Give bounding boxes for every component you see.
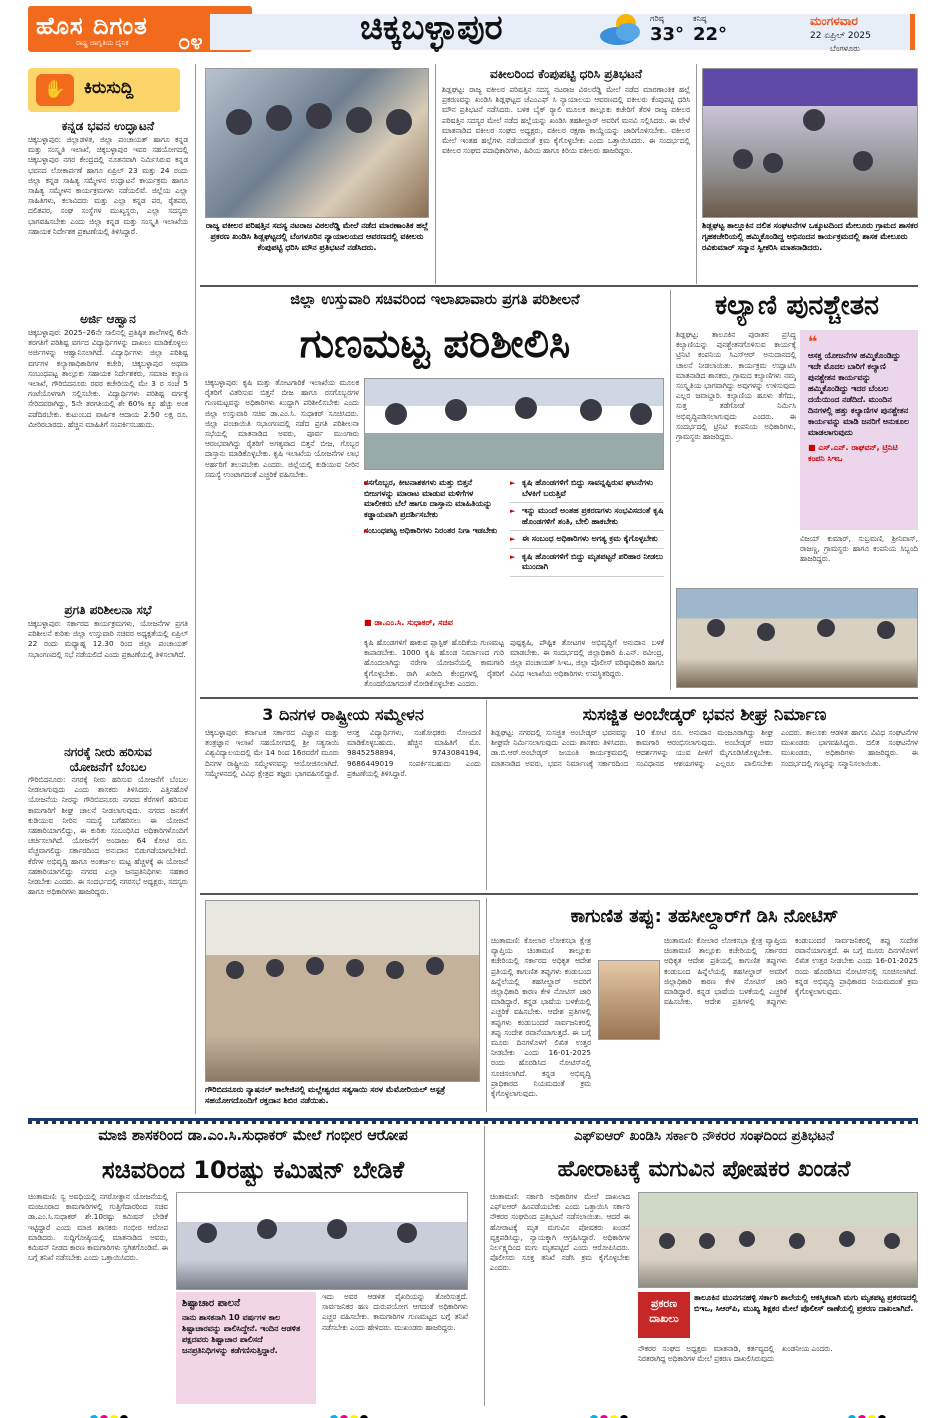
color-registration-marks (848, 1408, 888, 1418)
article-headline: 3 ದಿನಗಳ ರಾಷ್ಟ್ರೀಯ ಸಮ್ಮೇಳನ (262, 705, 424, 724)
photo-caption: ಗೌರಿಬಿದನೂರು ನ್ಯಾಷನಲ್ ಕಾಲೇಜಿನಲ್ಲಿ ಮಲ್ಲೇಶ್ವರದ ಸತ್ಯಸಾಯಿ ಸರಳ ಮೆಮೋರಿಯಲ್ ಆಸ್ಪತ್ರೆ ಸಹಯೋಗದೊಂದಿಗೆ ರಕ್ತದಾನ ಶಿಬಿರ ನಡೆಯಿತು. (205, 1084, 480, 1110)
fir-kicker: ಎಫ್ಐಆರ್ ಖಂಡಿಸಿ ಸರ್ಕಾರಿ ನೌಕರರ ಸಂಘದಿಂದ ಪ್ರತಿಭಟನೆ (573, 1128, 835, 1144)
minister-signature: ■ ಡಾ.ಎಂ.ಸಿ. ಸುಧಾಕರ್, ಸಚಿವ (364, 618, 453, 627)
brief-heading: ಅರ್ಜಿ ಆಹ್ವಾನ (80, 312, 136, 326)
brief-text: ಗೌರಿಬಿದನೂರು: ನಗರಕ್ಕೆ ನೀರು ಹರಿಸುವ ಯೋಜನೆಗೆ ಬೆಂಬಲ ನೀಡಲಾಗುವುದು ಎಂದು ಶಾಸಕರು ತಿಳಿಸಿದರು. ಎತ್ತಿನಹೊಳೆ ಯೋಜನೆಯ ನೀರನ್ನು ಗೌರಿಬಿದನೂರು ನಗರದ ಕೆರೆಗಳಿಗೆ ಹರಿಸುವ ಕಾಮಗಾರಿಗೆ ಶೀಘ್ರ ಚಾಲನೆ ನೀಡಲಾಗುವುದು. ನಗರದ ಜನತೆಗೆ ಕುಡಿಯುವ ನೀರಿನ ಸಮಸ್ಯೆ ಬಗೆಹರಿಸಲು ಈ ಯೋಜನೆ ಸಹಕಾರಿಯಾಗಲಿದ್ದು, ಈ ಕುರಿತು ಸಂಬಂಧಿಸಿದ ಅಧಿಕಾರಿಗಳೊಂದಿಗೆ ಚರ್ಚಿಸಲಾಗಿದೆ. ಯೋಜನೆಗೆ ಅಂದಾಜು 64 ಕೋಟಿ ರೂ. ವೆಚ್ಚವಾಗಲಿದ್ದು ಸರ್ಕಾರದಿಂದ ಅನುದಾನ ಬಿಡುಗಡೆಯಾಗಬೇಕಿದೆ. ಕೆರೆಗಳ ಅಭಿವೃದ್ಧಿ ಹಾಗೂ ಅಂತರ್ಜಲ ಮಟ್ಟ ಹೆಚ್ಚಳಕ್ಕೆ ಈ ಯೋಜನೆ ಸಹಕಾರಿಯಾಗಲಿದ್ದು ನಗರದ ಎಲ್ಲಾ ಜನಪ್ರತಿನಿಧಿಗಳು ಸಹಕಾರ ನೀಡಬೇಕು ಎಂದರು. ಈ ಸಂದರ್ಭದಲ್ಲಿ ನಗರಸಭೆ ಅಧ್ಯಕ್ಷರು, ಸದಸ್ಯರು ಹಾಗೂ ಅಧಿಕಾರಿಗಳು ಹಾಜರಿದ್ದರು. (28, 775, 188, 897)
photo-caption: ಶಿಡ್ಲಘಟ್ಟ ತಾಲ್ಲೂಕಿನ ದಲಿತ ಸಂಘಟನೆಗಳ ಒಕ್ಕೂಟದಿಂದ ಮೇಲೂರು ಗ್ರಾಮದ ಶಾಸಕರ ಗೃಹಕಚೇರಿಯಲ್ಲಿ ಹಮ್ಮಿಕೊಂಡಿದ್ದ ಅಭಿನಂದನ ಕಾರ್ಯಕ್ರಮದಲ್ಲಿ ಶಾಸಕ ಮೇಲೂರು ರವಿಕುಮಾರ್ ಸನ್ಮಾನ ಸ್ವೀಕರಿಸಿ ಮಾತನಾಡಿದರು. (702, 220, 918, 270)
article-text: ಇದು ಅವರ ಆಡಳಿತ ವೈಖರಿಯನ್ನು ತೋರಿಸುತ್ತದೆ. ಸಾರ್ವಜನಿಕರ ಹಣ ದುರುಪಯೋಗ ಆಗದಂತೆ ಅಧಿಕಾರಿಗಳು ಎಚ್ಚರ ವಹಿಸಬೇಕು. ಕಾಮಗಾರಿಗಳ ಗುಣಮಟ್ಟದ ಬಗ್ಗೆ ತನಿಖೆ ನಡೆಸಬೇಕು ಎಂದು ಹೇಳಿದರು. ಮುಖಂಡರು ಹಾಜರಿದ್ದರು. (322, 1292, 468, 1332)
box-heading: ಶಿಷ್ಟಾಚಾರ ಪಾಲನೆ (182, 1298, 241, 1309)
lead-text: ಕೃಷಿ ಹೊಂಡಗಳಿಗೆ ಹಾಕುವ ಪ್ಲಾಸ್ಟಿಕ್ ಹೊದಿಕೆಯ ಗುಣಮಟ್ಟ ಕಾಪಾಡಬೇಕು. 1000 ಕೃಷಿ ಹೊಂಡ ನಿರ್ಮಾಣದ ಗುರಿ ಹೊಂದಲಾಗಿದ್ದು ನರೇಗಾ ಯೋಜನೆಯಲ್ಲಿ ಕಾಮಗಾರಿ ಕೈಗೊಳ್ಳಬೇಕು. ರಾಗಿ ಖರೀದಿ ಕೇಂದ್ರಗಳಲ್ಲಿ ರೈತರಿಗೆ ತೊಂದರೆಯಾಗದಂತೆ ನೋಡಿಕೊಳ್ಳಬೇಕು ಎಂದರು. (364, 638, 504, 688)
protocol-box (176, 1292, 316, 1404)
weekday: ಮಂಗಳವಾರ (810, 14, 859, 28)
kalyani-quote (800, 330, 918, 530)
edition-city: ಚಿಕ್ಕಬಳ್ಳಾಪುರ (360, 8, 503, 48)
color-registration-marks (590, 1408, 630, 1418)
commission-kicker: ಮಾಜಿ ಶಾಸಕರಿಂದ ಡಾ.ಎಂ.ಸಿ.ಸುಧಾಕರ್ ಮೇಲೆ ಗಂಭೀರ ಆರೋಪ (98, 1128, 408, 1144)
bullet-item: ► ಕೃಷಿ ಹೊಂಡಗಳಿಗೆ ಬಿದ್ದು ಮೃತಪಟ್ಟರೆ ಪರಿಹಾರ ನೀಡಲು ಮುಂದಾಗಿ (510, 549, 664, 577)
min-temp-block: ಕನಿಷ್ಠ 22° (693, 14, 728, 45)
brief-heading: ಪ್ರಗತಿ ಪರಿಶೀಲನಾ ಸಭೆ (64, 603, 152, 617)
weather-icon (596, 10, 648, 48)
fir-headline: ಹೋರಾಟಕ್ಕೆ ಮಗುವಿನ ಪೋಷಕರ ಖಂಡನೆ (557, 1157, 851, 1182)
kalyani-headline: ಕಲ್ಯಾಣಿ ಪುನಶ್ಚೇತನ (714, 290, 880, 321)
date: 22 ಏಪ್ರಿಲ್ 2025 (810, 31, 871, 41)
page-number: ೦೪ (178, 30, 203, 55)
commission-headline: ಸಚಿವರಿಂದ 10ರಷ್ಟು ಕಮಿಷನ್ ಬೇಡಿಕೆ (101, 1156, 405, 1184)
bullet-item: ► ಈ ಸಂಬಂಧ ಅಧಿಕಾರಿಗಳು ಅಗತ್ಯ ಕ್ರಮ ಕೈಗೊಳ್ಳಬೇಕು (510, 531, 664, 549)
max-temp-block: ಗರಿಷ್ಠ 33° (650, 14, 685, 45)
tagline: ರಾಷ್ಟ್ರ ಜಾಗೃತಿಯ ದೈನಿಕ (76, 39, 129, 47)
bullet-item: ► ಇನ್ನು ಮುಂದೆ ಅಂತಹ ಪ್ರಕರಣಗಳು ಸಂಭವಿಸದಂತೆ ಕೃಷಿ ಹೊಂಡಗಳಿಗೆ ತಂತಿ, ಬೇಲಿ ಹಾಕಬೇಕು (510, 503, 664, 531)
article-headline: ಸುಸಜ್ಜಿತ ಅಂಬೇಡ್ಕರ್ ಭವನ ಶೀಘ್ರ ನಿರ್ಮಾಣ (582, 705, 827, 725)
kalyani-text: ಶಿಡ್ಲಘಟ್ಟ: ತಾಲೂಕಿನ ಪುರಾತನ ಪ್ರಸಿದ್ಧ ಕಲ್ಯಾಣಿಯನ್ನು ಪುನಶ್ಚೇತನಗೊಳಿಸುವ ಕಾರ್ಯಕ್ಕೆ ಟ್ರಿನಿಟಿ ಕಂಪನಿಯ ಸಿಎಸ್ಆರ್ ಅನುದಾನದಲ್ಲಿ ಚಾಲನೆ ನೀಡಲಾಯಿತು. ಕಾರ್ಯಕ್ರಮ ಉದ್ಘಾಟಿಸಿ ಮಾತನಾಡಿದ ಶಾಸಕರು, ಗ್ರಾಮದ ಕಲ್ಯಾಣಿಗಳು ನಮ್ಮ ಸಂಸ್ಕೃತಿಯ ಭಾಗವಾಗಿದ್ದು ಅವುಗಳನ್ನು ಉಳಿಸುವುದು ಎಲ್ಲರ ಜವಾಬ್ದಾರಿ. ಕಲ್ಯಾಣಿಯ ಹೂಳು ತೆಗೆದು, ಸುತ್ತ ತಡೆಗೋಡೆ ನಿರ್ಮಿಸಿ ಅಭಿವೃದ್ಧಿಪಡಿಸಲಾಗುವುದು ಎಂದರು. ಈ ಸಂದರ್ಭದಲ್ಲಿ ಟ್ರಿನಿಟಿ ಕಂಪನಿಯ ಅಧಿಕಾರಿಗಳು, ಗ್ರಾಮಸ್ಥರು ಹಾಜರಿದ್ದರು. (676, 330, 796, 442)
color-registration-marks (90, 1408, 130, 1418)
article-text: ಶಿಡ್ಲಘಟ್ಟ: ರಾಜ್ಯ ವಕೀಲರ ಪರಿಷತ್ತಿನ ಸದಸ್ಯ ನಟರಾಜ ವಿಠಲರೆಡ್ಡಿ ಮೇಲೆ ನಡೆದ ಮಾರಣಾಂತಿಕ ಹಲ್ಲೆ ಪ್ರಕರಣವನ್ನು ಖಂಡಿಸಿ ಶಿಡ್ಲಘಟ್ಟದ ಜೆಎಂಎಫ್ ಸಿ ನ್ಯಾಯಾಲಯ ಆವರಣದಲ್ಲಿ ವಕೀಲರು ಕೆಂಪುಪಟ್ಟಿ ಧರಿಸಿ ಮೌನ ಪ್ರತಿಭಟನೆ ನಡೆಸಿದರು. ಬಳಿಕ ಬೈಕ್ ರ್‍ಯಾಲಿ ಮೂಲಕ ತಾಲ್ಲೂಕು ಕಚೇರಿಗೆ ತೆರಳಿ ರಾಜ್ಯ ವಕೀಲರ ಪರಿಷತ್ತಿನ ಸದಸ್ಯರ ಮೇಲೆ ನಡೆದ ಹಲ್ಲೆಯನ್ನು ಖಂಡಿಸಿ ತಹಶೀಲ್ದಾರ್ ಅವರಿಗೆ ಮನವಿ ಸಲ್ಲಿಸಿದರು. ಈ ವೇಳೆ ಮಾತನಾಡಿದ ವಕೀಲರ ಸಂಘದ ಅಧ್ಯಕ್ಷರು, ವಕೀಲರ ರಕ್ಷಣಾ ಕಾಯ್ದೆಯನ್ನು ಜಾರಿಗೊಳಿಸಬೇಕು. ವಕೀಲರ ಮೇಲೆ ಇಂತಹ ಹಲ್ಲೆಗಳು ನಡೆಯದಂತೆ ಕ್ರಮ ಕೈಗೊಳ್ಳಬೇಕು ಎಂದು ಒತ್ತಾಯಿಸಿದರು. ಈ ಸಂದರ್ಭದಲ್ಲಿ ವಕೀಲರ ಸಂಘದ ಪದಾಧಿಕಾರಿಗಳು, ಹಿರಿಯ ಹಾಗೂ ಕಿರಿಯ ವಕೀಲರು ಹಾಜರಿದ್ದರು. (442, 85, 690, 156)
brief-heading: ನಗರಕ್ಕೆ ನೀರು ಹರಿಸುವ (64, 745, 152, 759)
blood-donation-photo (205, 900, 480, 1082)
article-text: ನೌಕರರ ಸಂಘದ ಅಧ್ಯಕ್ಷರು ಮಾತನಾಡಿ, ಕರ್ತವ್ಯದಲ್ಲಿ ನಿರತರಾಗಿದ್ದ ಅಧಿಕಾರಿಗಳ ಮೇಲೆ ಪ್ರಕರಣ ದಾಖಲಿಸಿರುವುದು ಖಂಡನೀಯ ಎಂದರು. (638, 1344, 833, 1364)
highlight-point: ► ಸಂಬಂಧಪಟ್ಟ ಅಧಿಕಾರಿಗಳು ನಿರಂತರ ನಿಗಾ ಇಡಬೇಕು (364, 523, 504, 540)
photo-caption: ರಾಜ್ಯ ವಕೀಲರ ಪರಿಷತ್ತಿನ ಸದಸ್ಯ ನಟರಾಜ ವಿಠಲರೆಡ್ಡಿ ಮೇಲೆ ನಡೆದ ಮಾರಣಾಂತಿಕ ಹಲ್ಲೆ ಪ್ರಕರಣ ಖಂಡಿಸಿ ಶಿಡ್ಲಘಟ್ಟದಲ್ಲಿ ಬೆಂಗಳೂರಿನ ನ್ಯಾಯಾಲಯದ ಆವರಣದಲ್ಲಿ ವಕೀಲರು ಕೆಂಪುಪಟ್ಟಿ ಧರಿಸಿ ಮೌನ ಪ್ರತಿಭಟನೆ ನಡೆಸಿದರು. (205, 220, 429, 270)
lead-highlight-box (364, 475, 504, 635)
review-meeting-photo (364, 378, 664, 470)
brief-heading: ಕನ್ನಡ ಭವನ ಉದ್ಘಾಟನೆ (61, 119, 155, 133)
article-headline: ವಕೀಲರಿಂದ ಕೆಂಪುಪಟ್ಟಿ ಧರಿಸಿ ಪ್ರತಿಭಟನೆ (489, 67, 643, 81)
lead-kicker: ಜಿಲ್ಲಾ ಉಸ್ತುವಾರಿ ಸಚಿವರಿಂದ ಇಲಾಖಾವಾರು ಪ್ರಗತಿ ಪರಿಶೀಲನೆ (290, 292, 580, 308)
quote-text: ಆಸಕ್ತ ಯೋಜನೆಗಳ ಹಮ್ಮಿಕೊಂಡಿದ್ದು ಇದೇ ಮೊದಲ ಬಾರಿಗೆ ಕಲ್ಯಾಣಿ ಪುನಶ್ಚೇತನ ಕಾರ್ಯವನ್ನು ಹಮ್ಮಿಕೊಂಡಿದ್ದು ಇದರ ಬೆಂಬಲ ದಯೆಯಿಂದ ನಡೆದಿದೆ. ಮುಂದಿನ ದಿನಗಳಲ್ಲಿ ಹತ್ತು ಕಲ್ಯಾಣಿಗಳ ಪುನಶ್ಚೇತನ ಕಾರ್ಯವನ್ನು ಮಾಡಿ ಜನರಿಗೆ ಅನುಕೂಲ ಮಾಡಲಾಗುವುದು (808, 351, 910, 437)
quote-signature: ■ ಎಸ್.ಎನ್. ರಾಘವನ್, ಟ್ರಿನಿಟಿ ಕಂಪನಿ ಸಿಇಒ (808, 443, 898, 463)
article-text: ಚಿಂತಾಮಣಿ: ಸರ್ಕಾರಿ ಅಧಿಕಾರಿಗಳ ಮೇಲೆ ದಾಖಲಾದ ಎಫ್ಐಆರ್ ಹಿಂಪಡೆಯಬೇಕು ಎಂದು ಒತ್ತಾಯಿಸಿ ಸರ್ಕಾರಿ ನೌಕರರ ಸಂಘದಿಂದ ಪ್ರತಿಭಟನೆ ನಡೆಸಲಾಯಿತು. ಆದರೆ ಈ ಹೋರಾಟಕ್ಕೆ ಮೃತ ಮಗುವಿನ ಪೋಷಕರು ಖಂಡನೆ ವ್ಯಕ್ತಪಡಿಸಿದ್ದು, ನ್ಯಾಯಕ್ಕಾಗಿ ಆಗ್ರಹಿಸಿದ್ದಾರೆ. ಅಧಿಕಾರಿಗಳ ನಿರ್ಲಕ್ಷ್ಯದಿಂದ ಮಗು ಮೃತಪಟ್ಟಿದೆ ಎಂದು ಆರೋಪಿಸಿದರು. ಪೊಲೀಸರು ಸೂಕ್ತ ತನಿಖೆ ನಡೆಸಿ ಕ್ರಮ ಕೈಗೊಳ್ಳಬೇಕು ಎಂದರು. (490, 1192, 630, 1273)
logo-text: ಹೊಸ ದಿಗಂತ (36, 12, 148, 40)
brief-news-column (28, 118, 188, 1118)
masthead-accent (910, 14, 915, 50)
lawyers-protest-photo (205, 68, 429, 218)
brief-text: ಚಿಕ್ಕಬಳ್ಳಾಪುರ: 2025–26ನೇ ಸಾಲಿನಲ್ಲಿ ಪ್ರತಿಷ್ಠಿತ ಶಾಲೆಗಳಲ್ಲಿ 6ನೇ ತರಗತಿಗೆ ಪರಿಶಿಷ್ಟ ವರ್ಗದ ವಿದ್ಯಾರ್ಥಿಗಳನ್ನು ದಾಖಲು ಮಾಡಿಕೊಳ್ಳಲು ಅರ್ಜಿಗಳನ್ನು ಆಹ್ವಾನಿಸಲಾಗಿದೆ. ವಿದ್ಯಾರ್ಥಿಗಳು ಜಿಲ್ಲಾ ಪರಿಶಿಷ್ಟ ವರ್ಗಗಳ ಕಲ್ಯಾಣಾಧಿಕಾರಿಗಳ ಕಚೇರಿ, ಚಿಕ್ಕಬಳ್ಳಾಪುರ ಅಥವಾ ಸಂಬಂಧಪಟ್ಟ ತಾಲ್ಲೂಕು ಸಹಾಯಕ ನಿರ್ದೇಶಕರು, ಸಮಾಜ ಕಲ್ಯಾಣ ಇಲಾಖೆ, ಗೌರಿಬಿದನೂರು ರವರ ಕಚೇರಿಯಲ್ಲಿ ಮೇ 3 ರ ಸಂಜೆ 5 ಗಂಟೆಯೊಳಗಾಗಿ ಸಲ್ಲಿಸಬೇಕು. ವಿದ್ಯಾರ್ಥಿಗಳು ಪರಿಶಿಷ್ಟ ವರ್ಗಕ್ಕೆ ಸೇರಿದವರಾಗಿದ್ದು, 5ನೇ ತರಗತಿಯಲ್ಲಿ ಶೇ 60% ಕ್ಕೂ ಹೆಚ್ಚು ಅಂಕ ಪಡೆದಿರಬೇಕು. ಕುಟುಂಬದ ವಾರ್ಷಿಕ ಆದಾಯ 2.50 ಲಕ್ಷ ರೂ. ಮೀರಿರಬಾರದು. ಹೆಚ್ಚಿನ ಮಾಹಿತಿಗೆ ಸಂಪರ್ಕಿಸಬಹುದು. (28, 328, 188, 429)
article-text: ಚಿಂತಾಮಣಿ: ಕೋಲಾರ ಲೋಕಸಭಾ ಕ್ಷೇತ್ರ ವ್ಯಾಪ್ತಿಯ ಚಿಂತಾಮಣಿ ತಾಲ್ಲೂಕು ಕಚೇರಿಯಲ್ಲಿ ಸರ್ಕಾರದ ಅಧಿಕೃತ ಆದೇಶ ಪ್ರತಿಯಲ್ಲಿ ಕಾಗುಣಿತ ತಪ್ಪುಗಳು ಕಂಡುಬಂದ ಹಿನ್ನೆಲೆಯಲ್ಲಿ ತಹಸೀಲ್ದಾರ್ ಅವರಿಗೆ ಜಿಲ್ಲಾಧಿಕಾರಿ ಕಾರಣ ಕೇಳಿ ನೋಟಿಸ್ ಜಾರಿ ಮಾಡಿದ್ದಾರೆ. ಕನ್ನಡ ಭಾಷೆಯ ಬಳಕೆಯಲ್ಲಿ ಎಚ್ಚರಿಕೆ ವಹಿಸಬೇಕು. ಆದೇಶ ಪ್ರತಿಗಳಲ್ಲಿ ತಪ್ಪುಗಳು ಕಂಡುಬಂದರೆ ಸಾರ್ವಜನಿಕರಲ್ಲಿ ತಪ್ಪು ಸಂದೇಶ ರವಾನೆಯಾಗುತ್ತದೆ. ಈ ಬಗ್ಗೆ ಮೂರು ದಿನಗಳೊಳಗೆ ಲಿಖಿತ ಉತ್ತರ ನೀಡಬೇಕು ಎಂದು 16-01-2025 ರಂದು ಹೊರಡಿಸಿದ ನೋಟಿಸ್‌ನಲ್ಲಿ ಸೂಚಿಸಲಾಗಿದೆ. ಕನ್ನಡ ಅಭಿವೃದ್ಧಿ ಪ್ರಾಧಿಕಾರದ ನಿಯಮದಂತೆ ಕ್ರಮ ಕೈಗೊಳ್ಳಲಾಗುವುದು. (664, 936, 918, 1007)
lead-text: ಪುಷ್ಪಕೃಷಿ, ಪೌಷ್ಟಿಕ ತೋಟಗಳ ಅಭಿವೃದ್ಧಿಗೆ ಅನುದಾನ ಬಳಕೆ ಮಾಡಬೇಕು. ಈ ಸಂದರ್ಭದಲ್ಲಿ ಜಿಲ್ಲಾಧಿಕಾರಿ ಪಿ.ಎನ್. ರವೀಂದ್ರ, ಜಿಲ್ಲಾ ಪಂಚಾಯತ್ ಸಿಇಒ, ಜಿಲ್ಲಾ ಪೊಲೀಸ್ ವರಿಷ್ಠಾಧಿಕಾರಿ ಹಾಗೂ ವಿವಿಧ ಇಲಾಖೆಯ ಅಧಿಕಾರಿಗಳು ಉಪಸ್ಥಿತರಿದ್ದರು. (510, 638, 664, 678)
case-filed-label: ಪ್ರಕರಣ ದಾಖಲು (638, 1292, 690, 1338)
article-text: ಚಿಂತಾಮಣಿ: ಕೋಲಾರ ಲೋಕಸಭಾ ಕ್ಷೇತ್ರ ವ್ಯಾಪ್ತಿಯ ಚಿಂತಾಮಣಿ ತಾಲ್ಲೂಕು ಕಚೇರಿಯಲ್ಲಿ ಸರ್ಕಾರದ ಅಧಿಕೃತ ಆದೇಶ ಪ್ರತಿಯಲ್ಲಿ ಕಾಗುಣಿತ ತಪ್ಪುಗಳು ಕಂಡುಬಂದ ಹಿನ್ನೆಲೆಯಲ್ಲಿ ತಹಸೀಲ್ದಾರ್ ಅವರಿಗೆ ಜಿಲ್ಲಾಧಿಕಾರಿ ಕಾರಣ ಕೇಳಿ ನೋಟಿಸ್ ಜಾರಿ ಮಾಡಿದ್ದಾರೆ. ಕನ್ನಡ ಭಾಷೆಯ ಬಳಕೆಯಲ್ಲಿ ಎಚ್ಚರಿಕೆ ವಹಿಸಬೇಕು. ಆದೇಶ ಪ್ರತಿಗಳಲ್ಲಿ ತಪ್ಪುಗಳು ಕಂಡುಬಂದರೆ ಸಾರ್ವಜನಿಕರಲ್ಲಿ ತಪ್ಪು ಸಂದೇಶ ರವಾನೆಯಾಗುತ್ತದೆ. ಈ ಬಗ್ಗೆ ಮೂರು ದಿನಗಳೊಳಗೆ ಲಿಖಿತ ಉತ್ತರ ನೀಡಬೇಕು ಎಂದು 16-01-2025 ರಂದು ಹೊರಡಿಸಿದ ನೋಟಿಸ್‌ನಲ್ಲಿ ಸೂಚಿಸಲಾಗಿದೆ. ಕನ್ನಡ ಅಭಿವೃದ್ಧಿ ಪ್ರಾಧಿಕಾರದ ನಿಯಮದಂತೆ ಕ್ರಮ ಕೈಗೊಳ್ಳಲಾಗುವುದು. (491, 936, 591, 1099)
article-text: ಶಿಡ್ಲಘಟ್ಟ: ನಗರದಲ್ಲಿ ಸುಸಜ್ಜಿತ ಅಂಬೇಡ್ಕರ್ ಭವನವನ್ನು ಶೀಘ್ರವೇ ನಿರ್ಮಿಸಲಾಗುವುದು ಎಂದು ಶಾಸಕರು ತಿಳಿಸಿದರು. ಡಾ.ಬಿ.ಆರ್.ಅಂಬೇಡ್ಕರ್ ಜಯಂತಿ ಕಾರ್ಯಕ್ರಮದಲ್ಲಿ ಮಾತನಾಡಿದ ಅವರು, ಭವನ ನಿರ್ಮಾಣಕ್ಕೆ ಸರ್ಕಾರದಿಂದ 10 ಕೋಟಿ ರೂ. ಅನುದಾನ ಮಂಜೂರಾಗಿದ್ದು ಶೀಘ್ರ ಕಾಮಗಾರಿ ಆರಂಭಿಸಲಾಗುವುದು. ಅಂಬೇಡ್ಕರ್ ಅವರ ಆದರ್ಶಗಳನ್ನು ಯುವ ಪೀಳಿಗೆ ಮೈಗೂಡಿಸಿಕೊಳ್ಳಬೇಕು. ಸಂವಿಧಾನದ ಆಶಯಗಳನ್ನು ಎಲ್ಲರೂ ಪಾಲಿಸಬೇಕು ಎಂದರು. ತಾಲೂಕು ಆಡಳಿತ ಹಾಗೂ ವಿವಿಧ ಸಂಘಟನೆಗಳ ಮುಖಂಡರು ಭಾಗವಹಿಸಿದ್ದರು. ದಲಿತ ಸಂಘಟನೆಗಳ ಮುಖಂಡರು, ಅಧಿಕಾರಿಗಳು ಹಾಜರಿದ್ದರು. ಈ ಸಂದರ್ಭದಲ್ಲಿ ಗಣ್ಯರನ್ನು ಸನ್ಮಾನಿಸಲಾಯಿತು. (491, 728, 918, 768)
article-text: ಚಿಕ್ಕಬಳ್ಳಾಪುರ: ಕರ್ನಾಟಕ ಸರ್ಕಾರದ ವಿಜ್ಞಾನ ಮತ್ತು ತಂತ್ರಜ್ಞಾನ ಇಲಾಖೆ ಸಹಯೋಗದಲ್ಲಿ ಶ್ರೀ ಸತ್ಯಸಾಯಿ ವಿಶ್ವವಿದ್ಯಾಲಯದಲ್ಲಿ ಮೇ 14 ರಿಂದ 16ರವರೆಗೆ ಮೂರು ದಿನಗಳ ರಾಷ್ಟ್ರೀಯ ಸಮ್ಮೇಳನವನ್ನು ಆಯೋಜಿಸಲಾಗಿದೆ. ಸಮ್ಮೇಳನದಲ್ಲಿ ವಿವಿಧ ಕ್ಷೇತ್ರದ ತಜ್ಞರು ಭಾಗವಹಿಸಲಿದ್ದಾರೆ. ಆಸಕ್ತ ವಿದ್ಯಾರ್ಥಿಗಳು, ಸಂಶೋಧಕರು ನೋಂದಣಿ ಮಾಡಿಕೊಳ್ಳಬಹುದು. ಹೆಚ್ಚಿನ ಮಾಹಿತಿಗೆ ಮೊ. 9845258894, 9743084194, 9686449019 ಸಂಪರ್ಕಿಸಬಹುದು ಎಂದು ಪ್ರಕಟಣೆಯಲ್ಲಿ ತಿಳಿಸಿದ್ದಾರೆ. (205, 728, 481, 778)
box-text: ನಾನು ಶಾಸಕನಾಗಿ 10 ವರ್ಷಗಳ ಕಾಲ ಶಿಷ್ಟಾಚಾರವನ್ನು ಪಾಲಿಸಿದ್ದೇನೆ. ಇಂದಿನ ಆಡಳಿತ ಪಕ್ಷದವರು ಶಿಷ್ಟಾಚಾರ ಪಾಲಿಸದೆ ಜನಪ್ರತಿನಿಧಿಗಳನ್ನು ಕಡೆಗಣಿಸುತ್ತಿದ್ದಾರೆ. (182, 1313, 301, 1355)
kalyani-photo (676, 588, 918, 688)
case-filed-text: ತಾಲೂಕಿನ ಮುನಗನಹಳ್ಳಿ ಸರ್ಕಾರಿ ಶಾಲೆಯಲ್ಲಿ ಆಕಸ್ಮಿಕವಾಗಿ ಮಗು ಮೃತಪಟ್ಟ ಪ್ರಕರಣದಲ್ಲಿ ಬಿಇಒ, ಸಿಆರ್‌ಪಿ, ಮುಖ್ಯ ಶಿಕ್ಷಕರ ಮೇಲೆ ಪೊಲೀಸ್ ಠಾಣೆಯಲ್ಲಿ ಪ್ರಕರಣ ದಾಖಲಾಗಿದೆ. (694, 1292, 918, 1338)
masthead-bar (210, 14, 910, 50)
lead-bullets (510, 475, 664, 635)
print-place: ಬೆಂಗಳೂರು (830, 44, 860, 53)
color-registration-marks (330, 1408, 370, 1418)
lawyers-article (442, 66, 690, 271)
kalyani-text: ವಿಜಯ್ ಕುಮಾರ್, ಸುಬ್ರಮಣಿ, ಶ್ರೀನಿವಾಸ್, ರಾಜಣ್ಣ, ಗ್ರಾಮಸ್ಥರು ಹಾಗೂ ಕಂಪನಿಯ ಸಿಬ್ಬಂದಿ ಹಾಜರಿದ್ದರು. (800, 534, 918, 564)
kiru-label: ಕಿರುಸುದ್ದಿ (84, 78, 134, 98)
felicitation-photo (702, 68, 918, 218)
ambedkar-bhavan-article (491, 702, 918, 888)
brief-heading: ಯೋಜನೆಗೆ ಬೆಂಬಲ (69, 760, 147, 774)
article-text: ಚಿಂತಾಮಣಿ: ಸ್ವ ಅವಧಿಯಲ್ಲಿ ನಗರೋತ್ಥಾನ ಯೋಜನೆಯಲ್ಲಿ ಮಂಜೂರಾದ ಕಾಮಗಾರಿಗಳಲ್ಲಿ ಗುತ್ತಿಗೆದಾರರಿಂದ ಸಚಿವ ಡಾ.ಎಂ.ಸಿ.ಸುಧಾಕರ್ ಶೇ.10ರಷ್ಟು ಕಮಿಷನ್ ಬೇಡಿಕೆ ಇಟ್ಟಿದ್ದಾರೆ ಎಂದು ಮಾಜಿ ಶಾಸಕರು ಗಂಭೀರ ಆರೋಪ ಮಾಡಿದರು. ಸುದ್ದಿಗೋಷ್ಠಿಯಲ್ಲಿ ಮಾತನಾಡಿದ ಅವರು, ಕಮಿಷನ್ ನೀಡದ ಕಾರಣ ಕಾಮಗಾರಿಗಳು ಸ್ಥಗಿತಗೊಂಡಿವೆ. ಈ ಬಗ್ಗೆ ತನಿಖೆ ನಡೆಸಬೇಕು ಎಂದು ಒತ್ತಾಯಿಸಿದರು. (28, 1192, 168, 1263)
quote-icon: ❝ (808, 332, 818, 351)
spelling-error-headline: ಕಾಗುಣಿತ ತಪ್ಪು: ತಹಸೀಲ್ದಾರ್‌ಗೆ ಡಿಸಿ ನೋಟಿಸ್ (570, 906, 839, 927)
tahsildar-portrait (598, 960, 660, 1040)
press-meet-photo (176, 1192, 468, 1290)
protest-rally-photo (638, 1192, 918, 1288)
conference-article (205, 702, 481, 888)
brief-text: ಚಿಕ್ಕಬಳ್ಳಾಪುರ: ಜಿಲ್ಲಾಡಳಿತ, ಜಿಲ್ಲಾ ಪಂಚಾಯತ್ ಹಾಗೂ ಕನ್ನಡ ಮತ್ತು ಸಂಸ್ಕೃತಿ ಇಲಾಖೆ, ಚಿಕ್ಕಬಳ್ಳಾಪುರ ಇವರ ಸಹಯೋಗದಲ್ಲಿ ಚಿಕ್ಕಬಳ್ಳಾಪುರ ನಗರ ಕೇಂದ್ರದಲ್ಲಿ ನೂತನವಾಗಿ ನಿರ್ಮಿಸಿರುವ ಕನ್ನಡ ಭವನದ ಲೋಕಾರ್ಪಣೆ ಹಾಗೂ ಏಪ್ರಿಲ್ 23 ಮತ್ತು 24 ರಂದು ಜಿಲ್ಲಾ ಕನ್ನಡ ಸಾಹಿತ್ಯ ಸಮ್ಮೇಳನ ಉದ್ಘಾಟನೆ ಕಾರ್ಯಕ್ರಮ ಹಾಗೂ ಸಾಹಿತ್ಯ ಸಮ್ಮೇಳನ ಕಾರ್ಯಕ್ರಮಗಳು ನಡೆಯಲಿವೆ. ಜಿಲ್ಲೆಯ ಎಲ್ಲಾ ಸಾಹಿತಿಗಳು, ಕಲಾವಿದರು ಮತ್ತು ಎಲ್ಲಾ ಕನ್ನಡ ಪರ, ರೈತಪರ, ದಲಿತಪರ, ಸಂಘ ಸಂಸ್ಥೆಗಳ ಮುಖ್ಯಸ್ಥರು, ಎಲ್ಲಾ ಸದಸ್ಯರು ಭಾಗವಹಿಸಬೇಕು ಎಂದು ಜಿಲ್ಲಾ ಕನ್ನಡ ಮತ್ತು ಸಂಸ್ಕೃತಿ ಇಲಾಖೆಯ ಸಹಾಯಕ ನಿರ್ದೇಶಕ ಪ್ರಕಟಣೆಯಲ್ಲಿ ತಿಳಿಸಿದ್ದಾರೆ. (28, 135, 188, 236)
bullet-item: ► ಕೃಷಿ ಹೊಂಡಗಳಿಗೆ ಬಿದ್ದು ಸಾವನ್ನಪ್ಪಿರುವ ಘಟನೆಗಳು ಬೆಳಕಿಗೆ ಬರುತ್ತಿವೆ (510, 475, 664, 503)
lead-text: ಚಿಕ್ಕಬಳ್ಳಾಪುರ: ಕೃಷಿ ಮತ್ತು ತೋಟಗಾರಿಕೆ ಇಲಾಖೆಯ ಮೂಲಕ ರೈತರಿಗೆ ವಿತರಿಸುವ ಬಿತ್ತನೆ ಬೀಜ ಹಾಗೂ ರಸಗೊಬ್ಬರಗಳ ಗುಣಮಟ್ಟವನ್ನು ಅಧಿಕಾರಿಗಳು ಖುದ್ದಾಗಿ ಪರಿಶೀಲಿಸಬೇಕು ಎಂದು ಜಿಲ್ಲಾ ಉಸ್ತುವಾರಿ ಸಚಿವ ಡಾ.ಎಂ.ಸಿ. ಸುಧಾಕರ್ ಸೂಚಿಸಿದರು. ಜಿಲ್ಲಾ ಪಂಚಾಯಿತಿ ಸಭಾಂಗಣದಲ್ಲಿ ನಡೆದ ಪ್ರಗತಿ ಪರಿಶೀಲನಾ ಸಭೆಯಲ್ಲಿ ಮಾತನಾಡಿದ ಅವರು, ಪೂರ್ವ ಮುಂಗಾರು ಆರಂಭವಾಗಿದ್ದು ರೈತರಿಗೆ ಅಗತ್ಯವಾದ ಬಿತ್ತನೆ ಬೀಜ, ಗೊಬ್ಬರ ದಾಸ್ತಾನು ಮಾಡಿಕೊಳ್ಳಬೇಕು. ಕೃಷಿ ಇಲಾಖೆಯ ಯೋಜನೆಗಳ ಲಾಭ ಅರ್ಹರಿಗೆ ತಲುಪಬೇಕು ಎಂದರು. ಜಿಲ್ಲೆಯಲ್ಲಿ ಕುಡಿಯುವ ನೀರಿನ ಸಮಸ್ಯೆ ಉಂಟಾಗದಂತೆ ಎಚ್ಚರಿಕೆ ವಹಿಸಬೇಕು. (205, 378, 359, 479)
lead-headline: ಗುಣಮಟ್ಟ ಪರಿಶೀಲಿಸಿ (299, 321, 571, 367)
brief-text: ಚಿಕ್ಕಬಳ್ಳಾಪುರ: ಸರ್ಕಾರದ ಕಾರ್ಯಕ್ರಮಗಳು, ಯೋಜನೆಗಳ ಪ್ರಗತಿ ಪರಿಶೀಲನೆ ಕುರಿತು ಜಿಲ್ಲಾ ಉಸ್ತುವಾರಿ ಸಚಿವರ ಅಧ್ಯಕ್ಷತೆಯಲ್ಲಿ ಏಪ್ರಿಲ್ 22 ರಂದು ಮಧ್ಯಾಹ್ನ 12.30 ರಿಂದ ಜಿಲ್ಲಾ ಪಂಚಾಯತ್ ಸಭಾಂಗಣದಲ್ಲಿ ಸಭೆ ನಡೆಯಲಿದೆ ಎಂದು ಪ್ರಕಟಣೆಯಲ್ಲಿ ತಿಳಿಸಲಾಗಿದೆ. (28, 619, 188, 659)
hand-icon: ✋ (36, 74, 74, 106)
kiru-suddi-header (28, 68, 180, 112)
highlight-point: ► ರಸಗೊಬ್ಬರ, ಕೀಟನಾಶಕಗಳು ಮತ್ತು ಬಿತ್ತನೆ ಬೀಜಗಳನ್ನು ಮಾರಾಟ ಮಾಡುವ ಮಳಿಗೆಗಳ ಮಾಲೀಕರು ಬೆಲೆ ಹಾಗೂ ದಾಸ್ತಾನು ಮಾಹಿತಿಯನ್ನು ಕಡ್ಡಾಯವಾಗಿ ಪ್ರದರ್ಶಿಸಬೇಕು (364, 475, 504, 523)
